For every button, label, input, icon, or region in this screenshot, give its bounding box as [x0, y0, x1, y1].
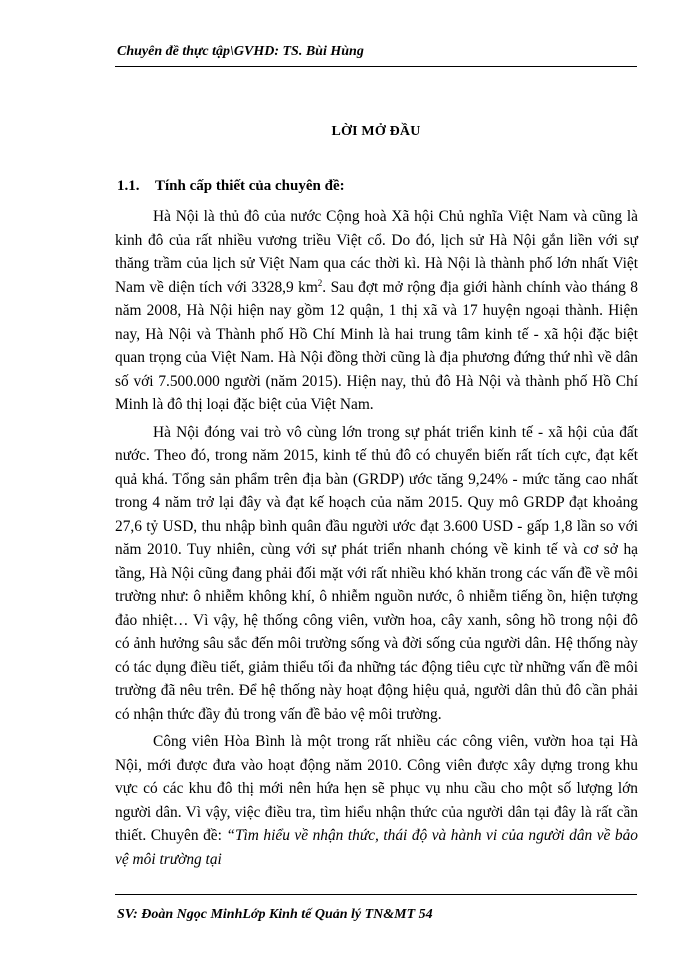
section-number: 1.1. [117, 178, 140, 194]
paragraph-2: Hà Nội đóng vai trò vô cùng lớn trong sự phát triển kinh tế - xã hội của đất nước. Theo đó, trong năm 2015, kinh tế thủ đô có chuyển biến rất tích cực, đạt kết quả khá. Tổng sản phẩm trên địa bàn (GRDP) ước tăng 9,24% - mức tăng cao nhất trong 4 năm trở lại đây và đạt kế hoạch của năm 2015. Quy mô GRDP đạt khoảng 27,6 tỷ USD, thu nhập bình quân đầu người ước đạt 3.600 USD - gấp 1,8 lần so với năm 2010. Tuy nhiên, cùng với sự phát triển nhanh chóng về kinh tế và cơ sở hạ tầng, Hà Nội cũng đang phải đối mặt với rất nhiều khó khăn trong các vấn đề về môi trường như: ô nhiễm không khí, ô nhiễm nguồn nước, ô nhiễm tiếng ồn, hiện tượng đảo nhiệt… Vì vậy, hệ thống công viên, vườn hoa, cây xanh, sông hồ trong nội đô có ảnh hưởng sâu sắc đến môi trường sống và đời sống của người dân. Hệ thống này có tác dụng điều tiết, giảm thiểu tối đa những tác động tiêu cực từ những vấn đề môi trường đã nêu trên. Để hệ thống này hoạt động hiệu quả, người dân thủ đô cần phải có nhận thức đầy đủ trong vấn đề bảo vệ môi trường. [115, 423, 638, 723]
section-heading [117, 178, 637, 195]
body-text [115, 205, 638, 871]
page-header: Chuyên đề thực tập\GVHD: TS. Bùi Hùng [117, 44, 364, 59]
superscript-2: 2 [317, 277, 323, 288]
footer-divider [115, 894, 637, 895]
paragraph-3-quote: “Tìm hiểu về nhận thức, thái độ và hành vi của người dân về bảo vệ môi trường tại [115, 827, 638, 868]
paragraph-1 [115, 205, 638, 417]
section-title: Tính cấp thiết của chuyên đề: [155, 178, 345, 194]
header-divider [115, 66, 637, 67]
paragraph-3-text: Công viên Hòa Bình là một trong rất nhiều các công viên, vườn hoa tại Hà Nội, mới được đưa vào hoạt động năm 2010. Công viên được xây dựng trong khu vực có các khu đô thị mới nên hứa hẹn sẽ phục vụ nhu cầu cho một số lượng lớn người dân. Vì vậy, việc điều tra, tìm hiểu nhận thức của người dân tại đây là rất cần thiết. Chuyên đề: [115, 733, 638, 844]
paragraph-3 [115, 730, 638, 871]
paragraph-1-text-b: . Sau đợt mở rộng địa giới hành chính vào tháng 8 năm 2008, Hà Nội hiện nay gồm 12 quận, 1 thị xã và 17 huyện ngoại thành. Hiện nay, Hà Nội và Thành phố Hồ Chí Minh là hai trung tâm kinh tế - xã hội đặc biệt quan trọng của Việt Nam. Hà Nội đồng thời cũng là địa phương đứng thứ nhì về dân số với 7.500.000 người (năm 2015). Hiện nay, thủ đô Hà Nội và thành phố Hồ Chí Minh là đô thị loại đặc biệt của Việt Nam. [115, 278, 638, 413]
paragraph-1-text-a: Hà Nội là thủ đô của nước Cộng hoà Xã hội Chủ nghĩa Việt Nam và cũng là kinh đô của rất nhiều vương triều Việt cổ. Do đó, lịch sử Hà Nội gắn liền với sự thăng trầm của lịch sử Việt Nam qua các thời kì. Hà Nội là thành phố lớn nhất Việt Nam về diện tích với 3328,9 km [115, 208, 638, 296]
page-footer: SV: Đoàn Ngọc MinhLớp Kinh tế Quản lý TN&MT 54 [117, 907, 433, 922]
page-title: LỜI MỞ ĐẦU [331, 124, 421, 139]
